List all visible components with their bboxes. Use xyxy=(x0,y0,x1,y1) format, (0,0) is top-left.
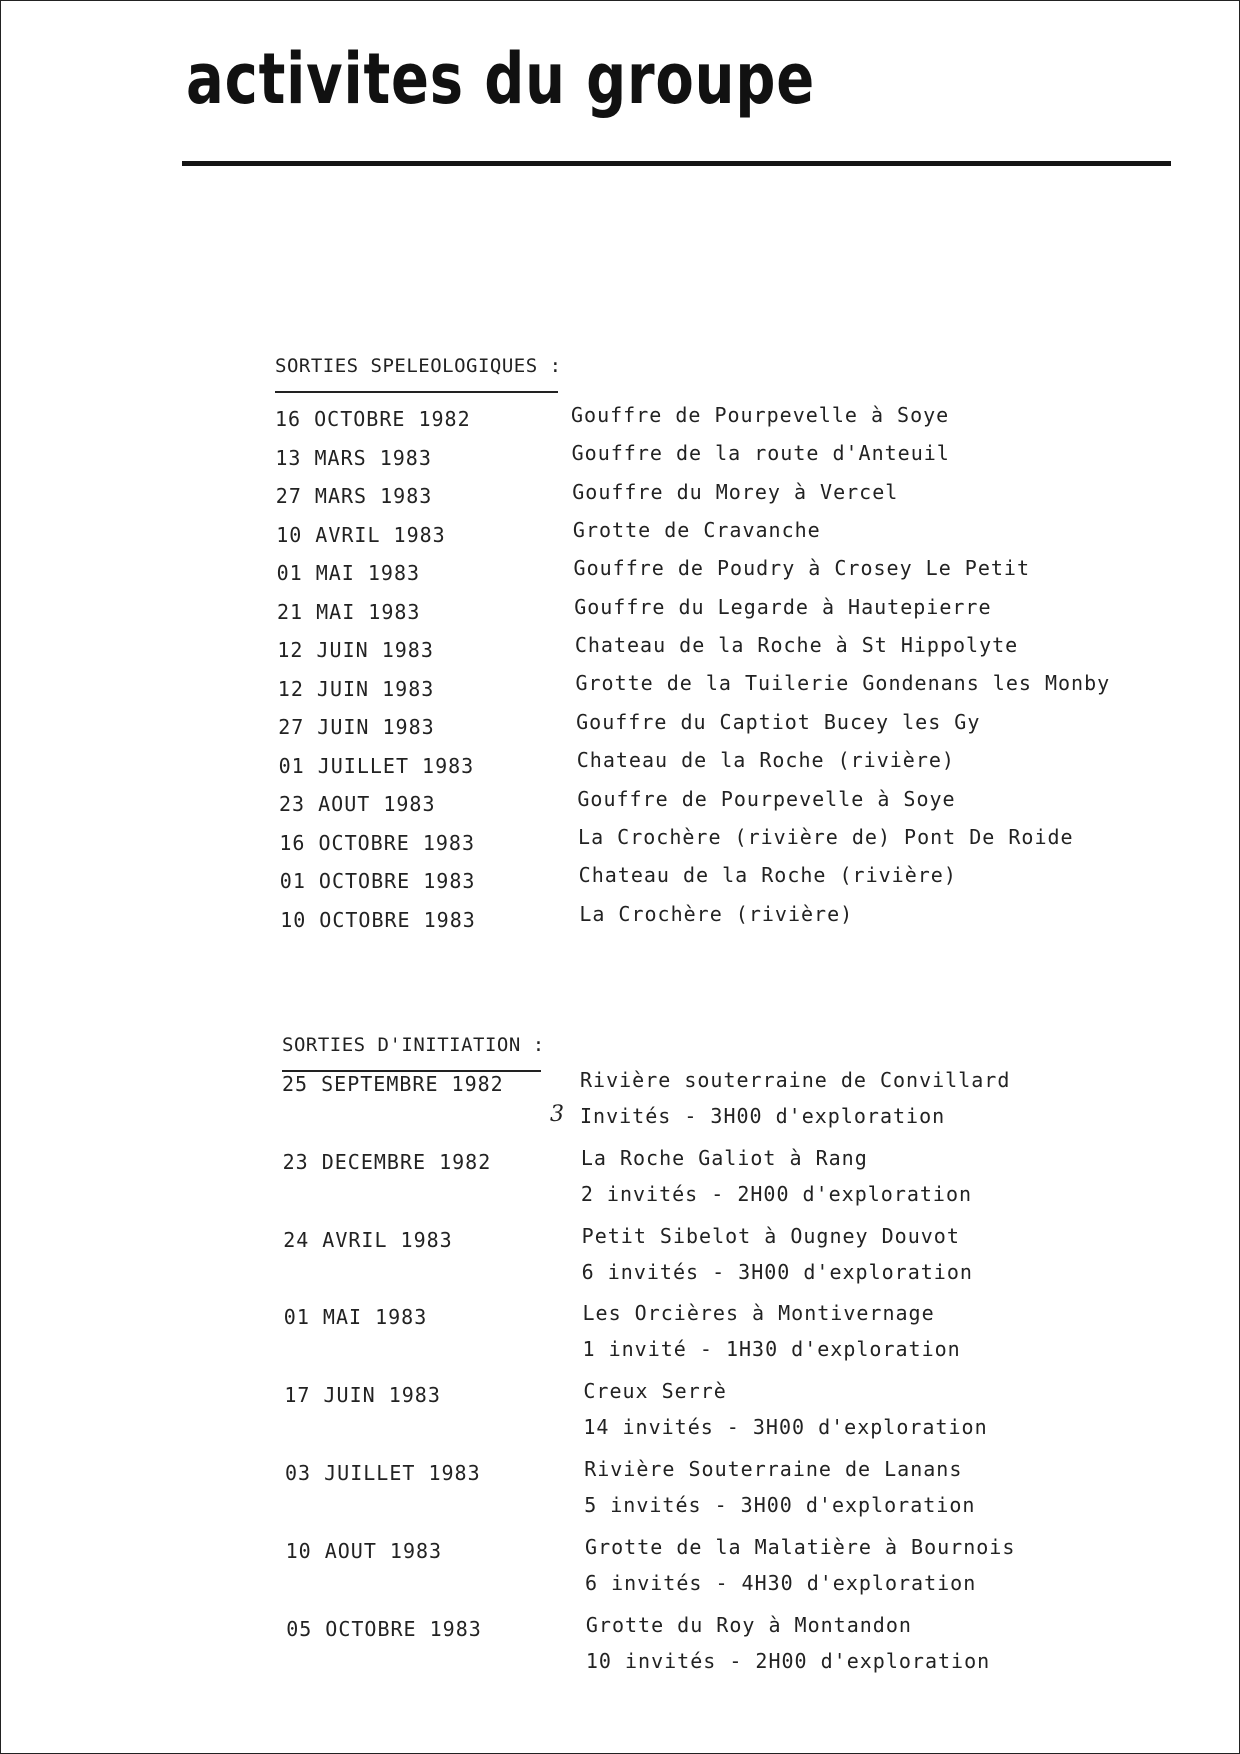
title-rule xyxy=(182,161,1171,166)
speleo-entry-date: 01 MAI 1983 xyxy=(276,561,421,585)
speleo-entry-date: 01 JUILLET 1983 xyxy=(278,753,475,778)
initiation-entry-place: Grotte du Roy à Montandon xyxy=(585,1612,912,1637)
speleo-entry-date: 16 OCTOBRE 1983 xyxy=(279,830,476,855)
speleo-entry-place: La Crochère (rivière de) Pont De Roide xyxy=(578,824,1074,849)
initiation-entry-date: 23 DECEMBRE 1982 xyxy=(282,1149,492,1174)
initiation-entry-date: 05 OCTOBRE 1983 xyxy=(286,1616,482,1641)
initiation-entry-date: 25 SEPTEMBRE 1982 xyxy=(282,1072,504,1096)
speleo-section xyxy=(275,355,1175,955)
handwritten-count-mark: 3 xyxy=(550,1102,565,1127)
initiation-entry-place: Grotte de la Malatière à Bournois xyxy=(585,1534,1016,1559)
speleo-entry-date: 27 MARS 1983 xyxy=(275,484,433,508)
speleo-entry-place: Gouffre de Pourpevelle à Soye xyxy=(577,786,956,811)
initiation-entry-date: 10 AOUT 1983 xyxy=(285,1538,443,1563)
initiation-entry-place: Rivière Souterraine de Lanans xyxy=(584,1457,963,1481)
initiation-entry-place: Petit Sibelot à Ougney Douvot xyxy=(581,1223,960,1248)
speleo-entry-date: 01 OCTOBRE 1983 xyxy=(279,869,476,893)
speleo-entry-date: 16 OCTOBRE 1982 xyxy=(275,407,471,431)
initiation-section xyxy=(282,1034,1182,1734)
initiation-entry-date: 01 MAI 1983 xyxy=(283,1305,428,1330)
speleo-entry-place: Grotte de la Tuilerie Gondenans les Monby xyxy=(575,671,1111,696)
initiation-entry-detail: Invités - 3H00 d'exploration xyxy=(580,1104,946,1128)
speleo-entry-place: Gouffre de Pourpevelle à Soye xyxy=(571,403,950,427)
speleo-entry-place: Gouffre de Poudry à Crosey Le Petit xyxy=(573,556,1030,581)
speleo-entry-date: 10 AVRIL 1983 xyxy=(276,522,446,547)
speleo-entry-place: Gouffre du Captiot Bucey les Gy xyxy=(576,709,981,734)
speleo-entry-date: 21 MAI 1983 xyxy=(277,599,421,624)
initiation-entry-detail: 6 invités - 4H30 d'exploration xyxy=(585,1570,977,1595)
speleo-heading: SORTIES SPELEOLOGIQUES : xyxy=(275,355,562,377)
speleo-entry-date: 12 JUIN 1983 xyxy=(277,676,435,701)
initiation-entry-detail: 14 invités - 3H00 d'exploration xyxy=(583,1415,988,1440)
initiation-entry-place: Les Orcières à Montivernage xyxy=(582,1301,935,1326)
initiation-entry-detail: 2 invités - 2H00 d'exploration xyxy=(580,1181,973,1206)
speleo-entry-place: Gouffre du Legarde à Hautepierre xyxy=(574,594,992,619)
page-title: activites du groupe xyxy=(186,38,815,120)
speleo-entry-date: 13 MARS 1983 xyxy=(275,445,432,470)
initiation-entry-place: Creux Serrè xyxy=(583,1379,727,1404)
initiation-entry-detail: 5 invités - 3H00 d'exploration xyxy=(584,1493,976,1517)
speleo-entry-place: Gouffre du Morey à Vercel xyxy=(572,479,899,504)
speleo-heading-underline xyxy=(275,391,558,393)
initiation-entry-place: Rivière souterraine de Convillard xyxy=(580,1068,1011,1092)
speleo-entry-place: Chateau de la Roche (rivière) xyxy=(576,748,955,773)
speleo-entry-date: 10 OCTOBRE 1983 xyxy=(280,907,476,932)
initiation-entry-place: La Roche Galiot à Rang xyxy=(580,1145,868,1170)
speleo-entry-date: 23 AOUT 1983 xyxy=(279,792,436,816)
speleo-entry-place: Grotte de Cravanche xyxy=(572,518,821,543)
speleo-entry-place: Chateau de la Roche (rivière) xyxy=(578,863,957,888)
initiation-entry-date: 24 AVRIL 1983 xyxy=(283,1227,453,1252)
initiation-heading: SORTIES D'INITIATION : xyxy=(282,1034,545,1056)
initiation-entry-date: 03 JUILLET 1983 xyxy=(285,1461,481,1485)
speleo-entry-place: Gouffre de la route d'Anteuil xyxy=(571,441,950,466)
speleo-entry-place: Chateau de la Roche à St Hippolyte xyxy=(574,633,1019,658)
speleo-entry-date: 12 JUIN 1983 xyxy=(277,638,434,662)
initiation-entry-detail: 6 invités - 3H00 d'exploration xyxy=(581,1259,973,1284)
initiation-entry-detail: 10 invités - 2H00 d'exploration xyxy=(585,1648,991,1673)
initiation-entry-date: 17 JUIN 1983 xyxy=(284,1383,441,1408)
speleo-entry-place: La Crochère (rivière) xyxy=(579,901,854,926)
initiation-entry-detail: 1 invité - 1H30 d'exploration xyxy=(582,1337,961,1362)
speleo-entry-date: 27 JUIN 1983 xyxy=(278,715,435,739)
